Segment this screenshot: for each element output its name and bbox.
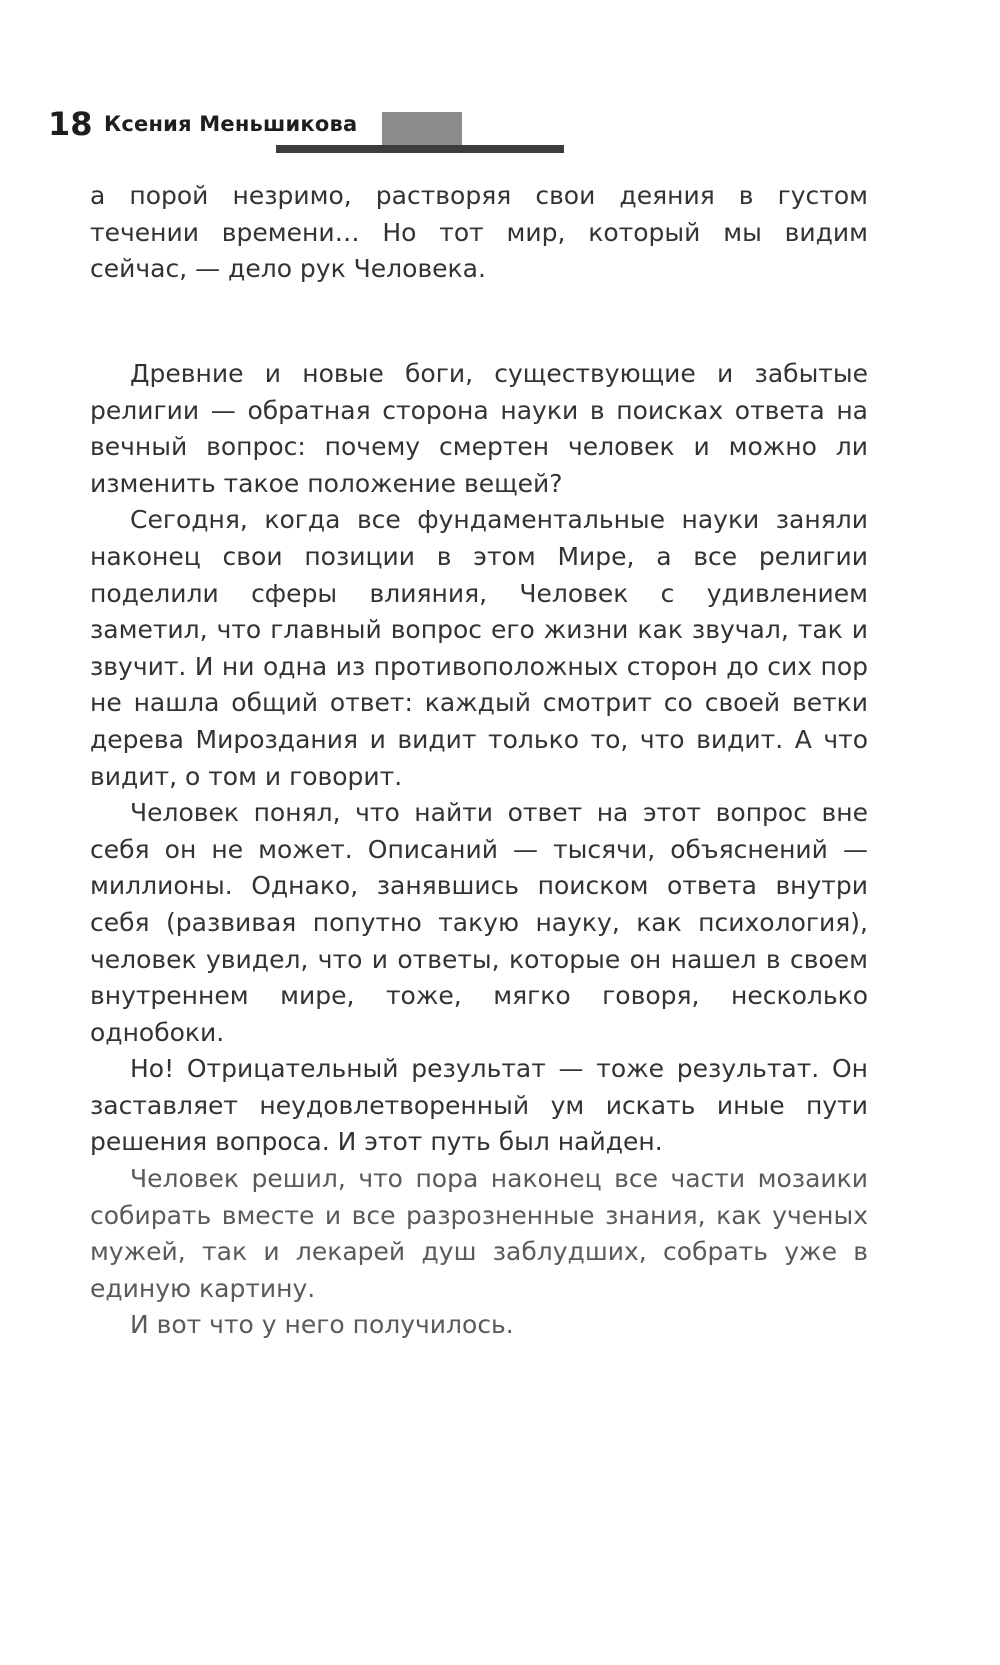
running-header — [0, 0, 1000, 170]
continuation-paragraph: а порой незримо, растворяя свои деяния в густом течении времени… Но тот мир, который мы видим сейчас, — дело рук Человека. — [90, 181, 868, 284]
body-text — [90, 356, 868, 1344]
header-decoration-block — [382, 112, 462, 146]
header-decoration-rule — [276, 145, 564, 153]
paragraph: Но! Отрицательный результат — тоже результат. Он заставляет неудовлетворенный ум искать иные пути решения вопроса. И этот путь был найден. — [90, 1054, 868, 1157]
paragraph: Человек решил, что пора наконец все части мозаики собирать вместе и все разрозненные знания, как ученых мужей, так и лекарей душ заблудших, собрать уже в единую картину. — [90, 1164, 868, 1303]
running-head-author: Ксения Меньшикова — [104, 112, 358, 136]
paragraph: Сегодня, когда все фундаментальные науки заняли наконец свои позиции в этом Мире, а все религии поделили сферы влияния, Человек с удивлением заметил, что главный вопрос его жизни как звучал, так и звучит. И ни одна из противоположных сторон до сих пор не нашла общий ответ: каждый смотрит со своей ветки дерева Мироздания и видит только то, что видит. А что видит, о том и говорит. — [90, 505, 868, 791]
continuation-block — [90, 178, 868, 288]
paragraph: Древние и новые боги, существующие и забытые религии — обратная сторона науки в поисках ответа на вечный вопрос: почему смертен человек и можно ли изменить такое положение вещей? — [90, 359, 868, 498]
paragraph: И вот что у него получилось. — [130, 1310, 514, 1340]
paragraph: Человек понял, что найти ответ на этот вопрос вне себя он не может. Описаний — тысячи, объяснений — миллионы. Однако, занявшись поиском ответа внутри себя (развивая попутно такую науку, как психология), человек увидел, что и ответы, которые он нашел в своем внутреннем мире, тоже, мягко говоря, несколько однобоки. — [90, 798, 868, 1047]
page-number: 18 — [48, 105, 93, 143]
